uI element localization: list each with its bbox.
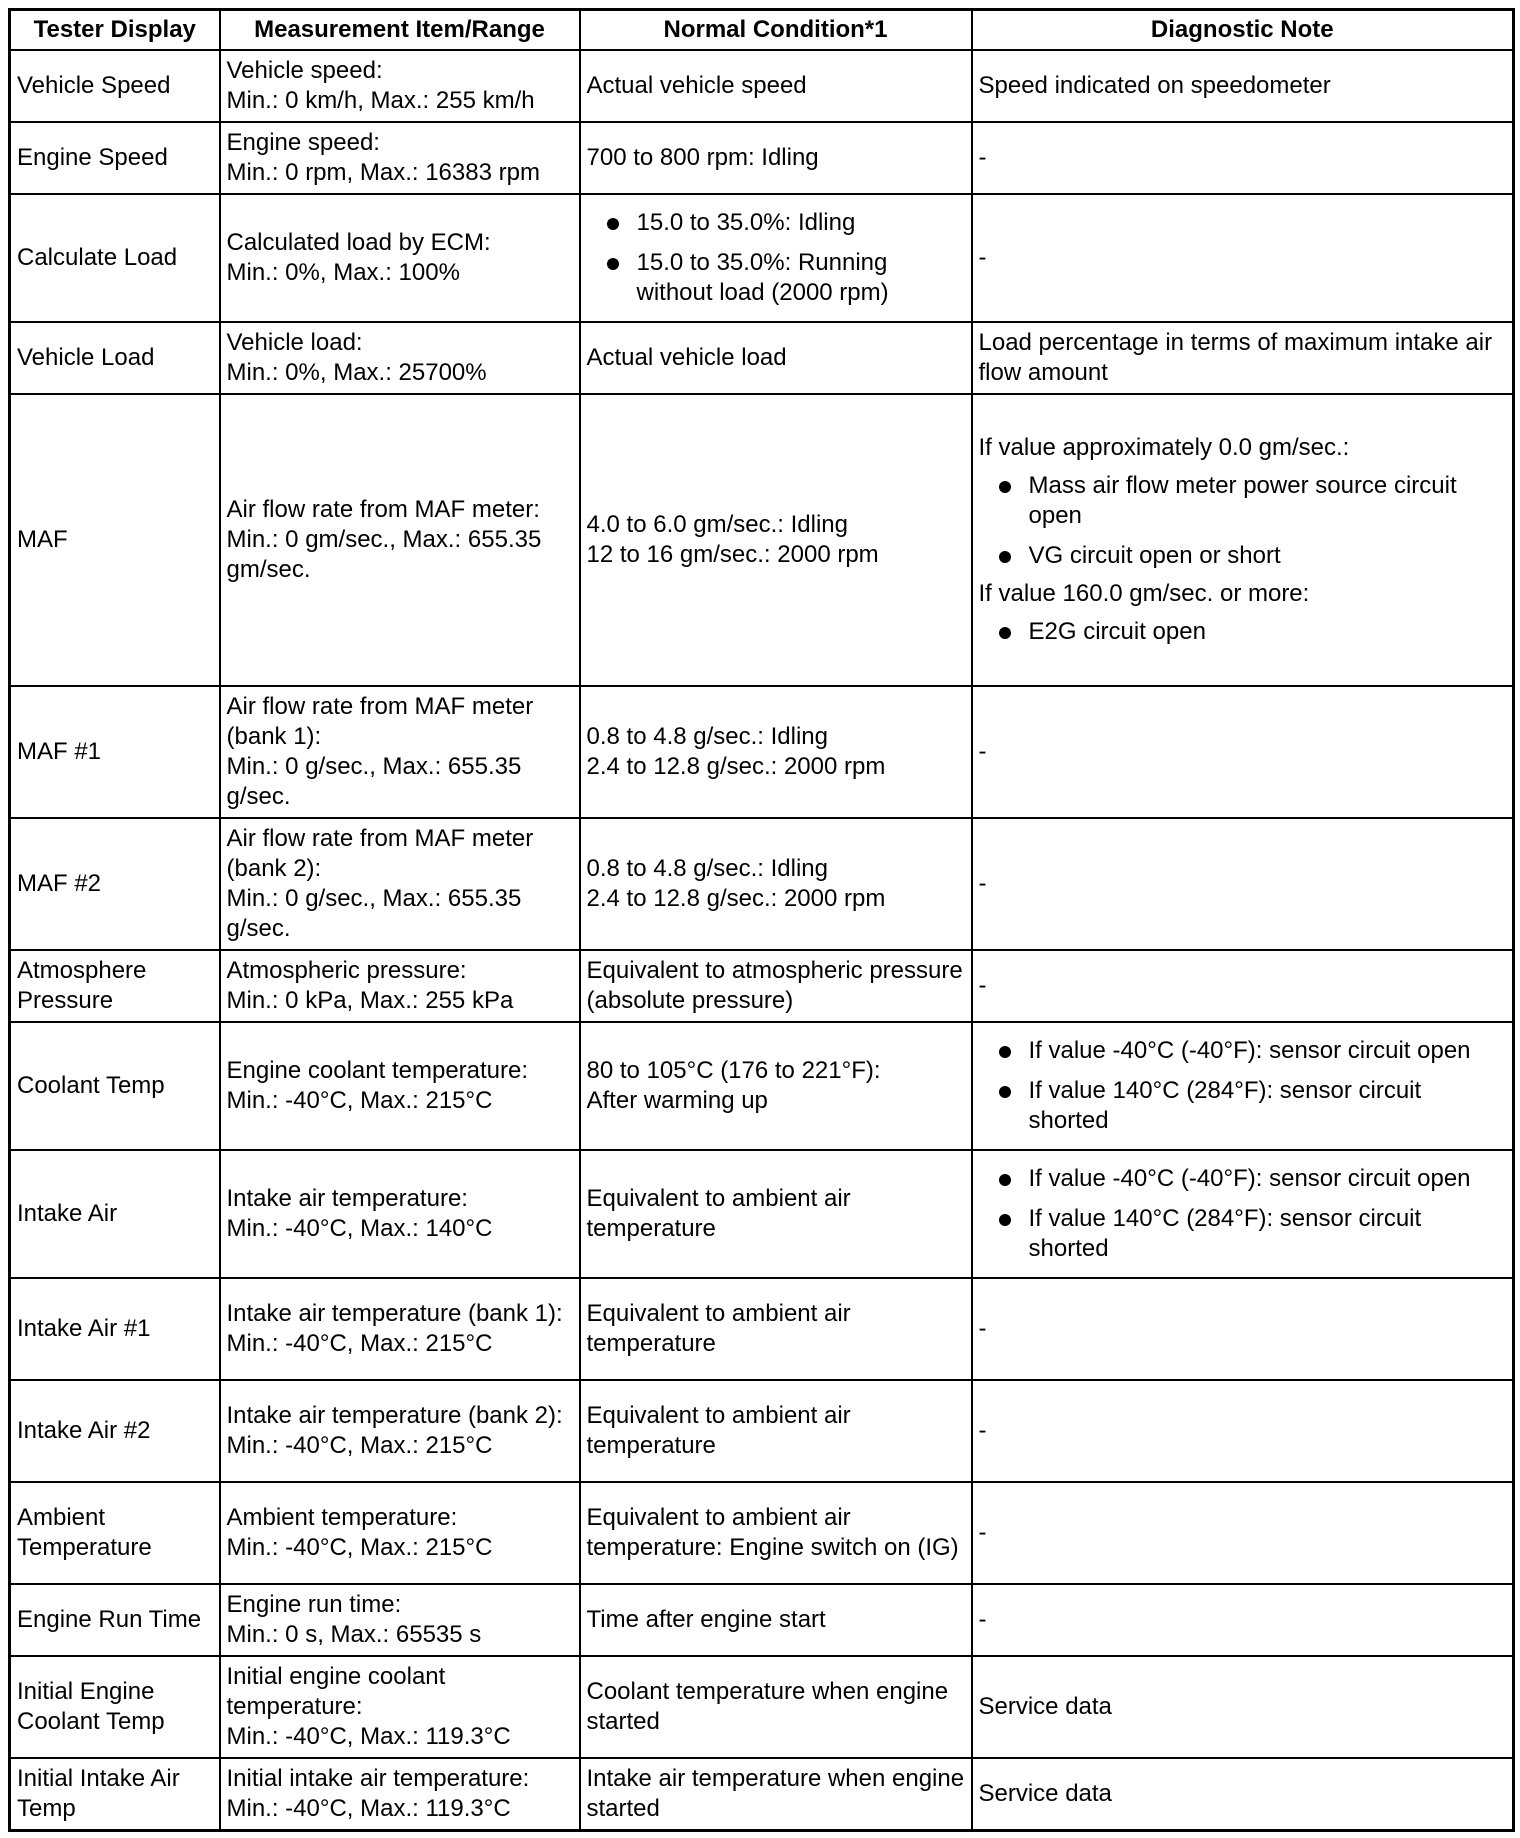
diagnostic-note-cell: [972, 1022, 1514, 1150]
list-item: If value 140°C (284°F): sensor circuit shorted: [979, 1204, 1507, 1264]
tester-display-cell: Initial Engine Coolant Temp: [10, 1656, 220, 1758]
measurement-cell: Vehicle load: Min.: 0%, Max.: 25700%: [220, 322, 580, 394]
list-item: E2G circuit open: [979, 617, 1507, 647]
normal-condition-cell: [580, 194, 972, 322]
table-row: [10, 1380, 1514, 1482]
measurement-cell: Atmospheric pressure: Min.: 0 kPa, Max.: 255 kPa: [220, 950, 580, 1022]
diagnostic-note-list: [979, 1164, 1507, 1264]
tester-display-cell: Engine Speed: [10, 122, 220, 194]
table-row: [10, 50, 1514, 122]
tester-display-cell: Coolant Temp: [10, 1022, 220, 1150]
measurement-cell: Intake air temperature: Min.: -40°C, Max.: 140°C: [220, 1150, 580, 1278]
tester-display-cell: Intake Air #1: [10, 1278, 220, 1380]
normal-condition-cell: Equivalent to ambient air temperature: [580, 1380, 972, 1482]
tester-display-cell: Ambient Temperature: [10, 1482, 220, 1584]
tester-display-cell: Atmosphere Pressure: [10, 950, 220, 1022]
measurement-cell: Air flow rate from MAF meter: Min.: 0 gm/sec., Max.: 655.35 gm/sec.: [220, 394, 580, 686]
table-row: [10, 394, 1514, 686]
normal-condition-cell: Time after engine start: [580, 1584, 972, 1656]
diagnostic-note-cell: [972, 1150, 1514, 1278]
diagnostic-note-cell: -: [972, 950, 1514, 1022]
bullet-icon: [607, 258, 619, 270]
diagnostic-note-list: [979, 617, 1507, 647]
bullet-icon: [999, 1174, 1011, 1186]
measurement-cell: Engine coolant temperature: Min.: -40°C, Max.: 215°C: [220, 1022, 580, 1150]
data-list-table: [8, 8, 1515, 1832]
list-item: Mass air flow meter power source circuit open: [979, 471, 1507, 531]
diagnostic-note-cell: -: [972, 194, 1514, 322]
table-row: [10, 1482, 1514, 1584]
measurement-cell: Vehicle speed: Min.: 0 km/h, Max.: 255 km/h: [220, 50, 580, 122]
normal-condition-cell: 0.8 to 4.8 g/sec.: Idling 2.4 to 12.8 g/sec.: 2000 rpm: [580, 686, 972, 818]
header-normal-condition: Normal Condition*1: [580, 10, 972, 51]
list-item: If value -40°C (-40°F): sensor circuit open: [979, 1164, 1507, 1194]
header-diagnostic-note: Diagnostic Note: [972, 10, 1514, 51]
tester-display-cell: Vehicle Speed: [10, 50, 220, 122]
list-item: VG circuit open or short: [979, 541, 1507, 571]
table-row: [10, 322, 1514, 394]
table-row: [10, 950, 1514, 1022]
tester-display-cell: Intake Air: [10, 1150, 220, 1278]
diagnostic-note-cell: Service data: [972, 1758, 1514, 1830]
normal-condition-cell: Equivalent to ambient air temperature: Engine switch on (IG): [580, 1482, 972, 1584]
diagnostic-note-cell: If value approximately 0.0 gm/sec.: Mass air flow meter power source circuit open VG circuit open or short If value 160.0 gm/sec. or more: E2G circuit open: [972, 394, 1514, 686]
measurement-cell: Initial engine coolant temperature: Min.: -40°C, Max.: 119.3°C: [220, 1656, 580, 1758]
diagnostic-note-cell: -: [972, 122, 1514, 194]
tester-display-cell: MAF #2: [10, 818, 220, 950]
bullet-icon: [999, 551, 1011, 563]
diagnostic-note-cell: -: [972, 1278, 1514, 1380]
bullet-icon: [999, 1046, 1011, 1058]
diagnostic-note-cell: -: [972, 1584, 1514, 1656]
measurement-cell: Ambient temperature: Min.: -40°C, Max.: 215°C: [220, 1482, 580, 1584]
bullet-icon: [999, 1214, 1011, 1226]
bullet-icon: [999, 481, 1011, 493]
header-measurement-item: Measurement Item/Range: [220, 10, 580, 51]
table-header-row: [10, 10, 1514, 51]
diagnostic-note-cell: -: [972, 686, 1514, 818]
table-row: [10, 1584, 1514, 1656]
tester-display-cell: Engine Run Time: [10, 1584, 220, 1656]
normal-condition-cell: 0.8 to 4.8 g/sec.: Idling 2.4 to 12.8 g/sec.: 2000 rpm: [580, 818, 972, 950]
list-item: If value 140°C (284°F): sensor circuit shorted: [979, 1076, 1507, 1136]
table-row: [10, 1022, 1514, 1150]
table-row: [10, 1758, 1514, 1830]
table-row: [10, 194, 1514, 322]
measurement-cell: Engine run time: Min.: 0 s, Max.: 65535 s: [220, 1584, 580, 1656]
diagnostic-note-cell: Load percentage in terms of maximum intake air flow amount: [972, 322, 1514, 394]
list-item: 15.0 to 35.0%: Idling: [587, 208, 965, 238]
table-row: [10, 1150, 1514, 1278]
normal-condition-cell: Equivalent to ambient air temperature: [580, 1150, 972, 1278]
bullet-icon: [607, 218, 619, 230]
diagnostic-note-list: [979, 1036, 1507, 1136]
diagnostic-note-cell: -: [972, 1380, 1514, 1482]
measurement-cell: Intake air temperature (bank 1): Min.: -40°C, Max.: 215°C: [220, 1278, 580, 1380]
tester-display-cell: Calculate Load: [10, 194, 220, 322]
tester-display-cell: MAF #1: [10, 686, 220, 818]
normal-condition-cell: 80 to 105°C (176 to 221°F): After warming up: [580, 1022, 972, 1150]
normal-condition-cell: Actual vehicle speed: [580, 50, 972, 122]
normal-condition-cell: Coolant temperature when engine started: [580, 1656, 972, 1758]
bullet-icon: [999, 627, 1011, 639]
measurement-cell: Initial intake air temperature: Min.: -40°C, Max.: 119.3°C: [220, 1758, 580, 1830]
normal-condition-cell: 700 to 800 rpm: Idling: [580, 122, 972, 194]
measurement-cell: Air flow rate from MAF meter (bank 2): Min.: 0 g/sec., Max.: 655.35 g/sec.: [220, 818, 580, 950]
tester-display-cell: MAF: [10, 394, 220, 686]
tester-display-cell: Initial Intake Air Temp: [10, 1758, 220, 1830]
normal-condition-list: [587, 208, 965, 308]
tester-display-cell: Intake Air #2: [10, 1380, 220, 1482]
normal-condition-cell: Equivalent to ambient air temperature: [580, 1278, 972, 1380]
bullet-icon: [999, 1086, 1011, 1098]
table-row: [10, 686, 1514, 818]
normal-condition-cell: Intake air temperature when engine started: [580, 1758, 972, 1830]
diagnostic-note-cell: -: [972, 818, 1514, 950]
table-row: [10, 818, 1514, 950]
tester-display-cell: Vehicle Load: [10, 322, 220, 394]
normal-condition-cell: Equivalent to atmospheric pressure (absolute pressure): [580, 950, 972, 1022]
diagnostic-note-cell: -: [972, 1482, 1514, 1584]
table-row: [10, 122, 1514, 194]
measurement-cell: Calculated load by ECM: Min.: 0%, Max.: 100%: [220, 194, 580, 322]
diagnostic-note-cell: Speed indicated on speedometer: [972, 50, 1514, 122]
normal-condition-cell: Actual vehicle load: [580, 322, 972, 394]
measurement-cell: Engine speed: Min.: 0 rpm, Max.: 16383 rpm: [220, 122, 580, 194]
diagnostic-note-cell: Service data: [972, 1656, 1514, 1758]
normal-condition-cell: 4.0 to 6.0 gm/sec.: Idling 12 to 16 gm/sec.: 2000 rpm: [580, 394, 972, 686]
diagnostic-note-list: [979, 471, 1507, 571]
list-item: If value -40°C (-40°F): sensor circuit open: [979, 1036, 1507, 1066]
table-row: [10, 1278, 1514, 1380]
header-tester-display: Tester Display: [10, 10, 220, 51]
measurement-cell: Intake air temperature (bank 2): Min.: -40°C, Max.: 215°C: [220, 1380, 580, 1482]
measurement-cell: Air flow rate from MAF meter (bank 1): Min.: 0 g/sec., Max.: 655.35 g/sec.: [220, 686, 580, 818]
list-item: 15.0 to 35.0%: Running without load (2000 rpm): [587, 248, 965, 308]
table-row: [10, 1656, 1514, 1758]
